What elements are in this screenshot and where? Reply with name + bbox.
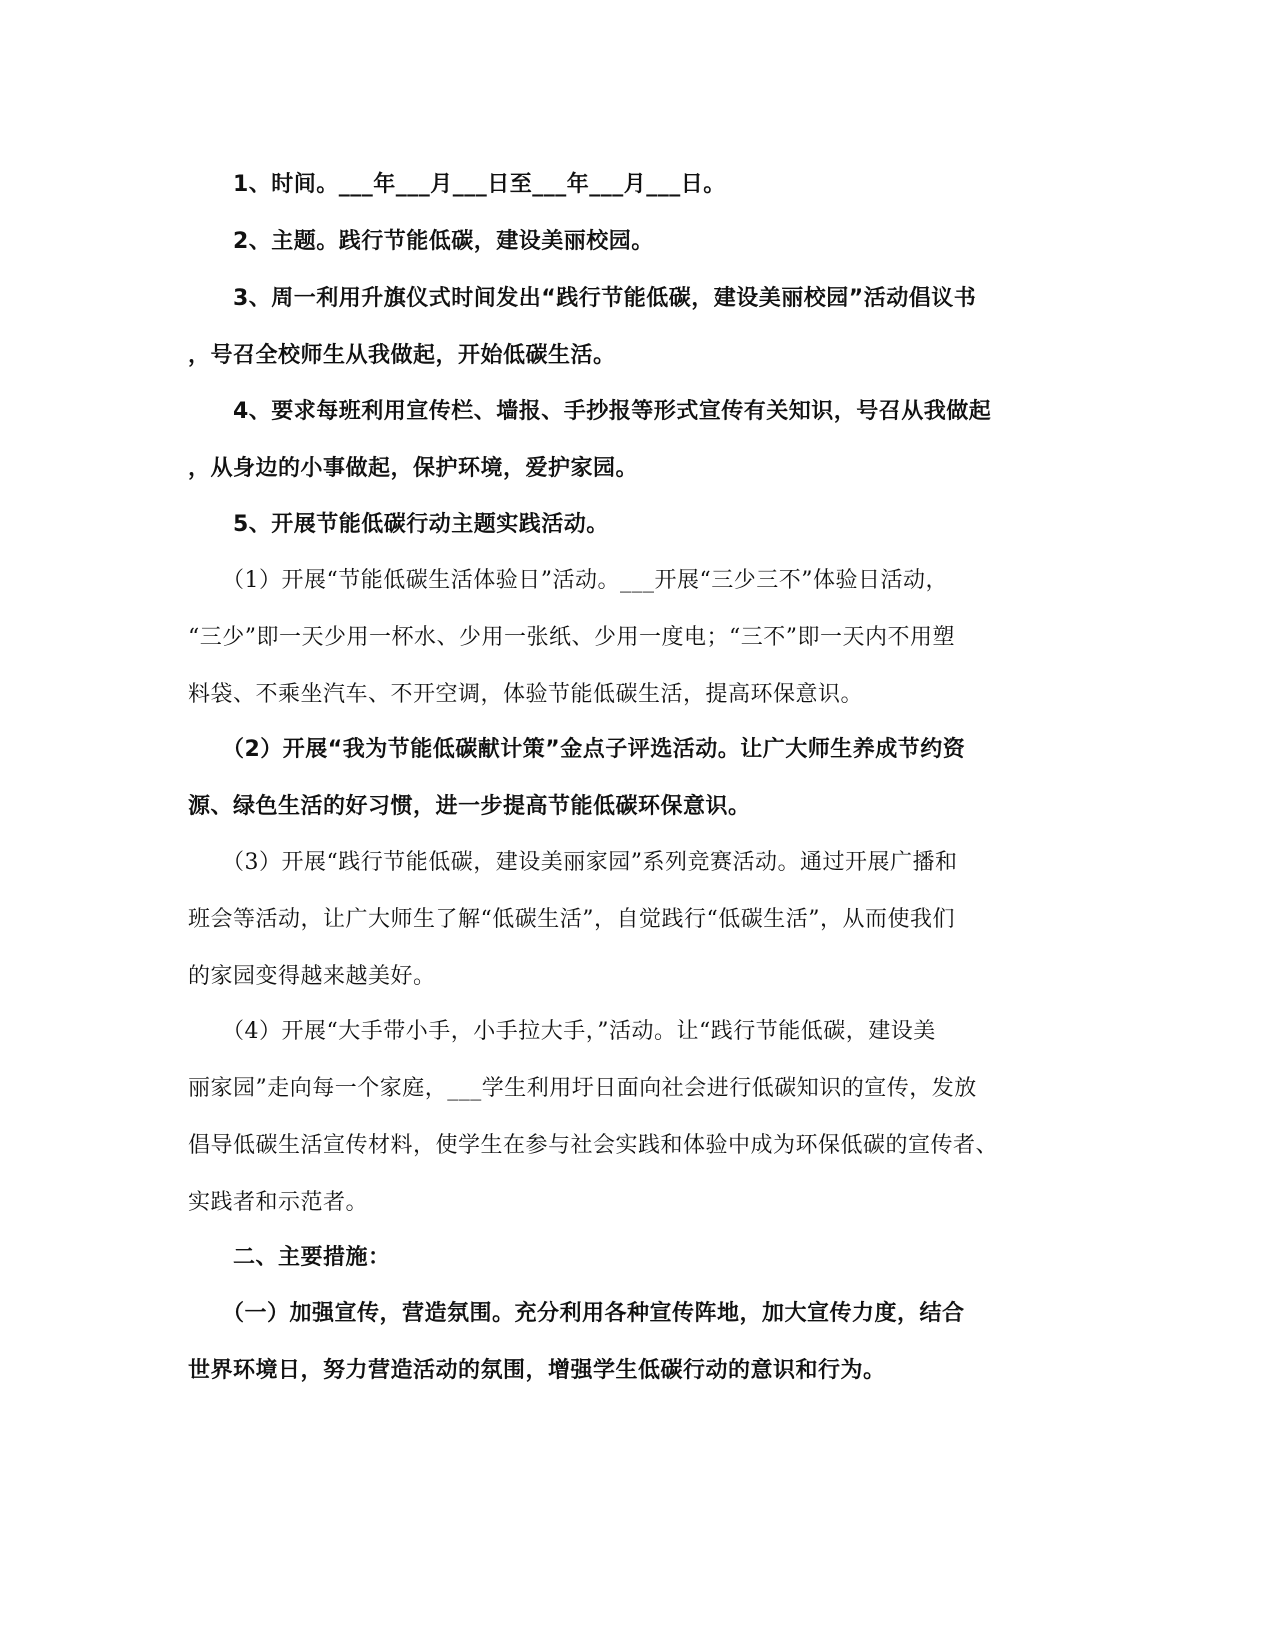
text-line: 二、主要措施： xyxy=(188,1245,391,1270)
text-line: （一）加强宣传，营造氛围。充分利用各种宣传阵地，加大宣传力度，结合 xyxy=(188,1301,965,1326)
paragraph-activity-3 xyxy=(188,834,1088,1005)
paragraph-practice-activities xyxy=(188,496,1088,553)
paragraph-measure-1 xyxy=(188,1285,1088,1399)
text-line: 1、时间。___年___月___日至___年___月___日。 xyxy=(188,172,726,197)
text-line: 3、周一利用升旗仪式时间发出“践行节能低碳，建设美丽校园”活动倡议书 xyxy=(188,286,977,311)
text-line: “三少”即一天少用一杯水、少用一张纸、少用一度电；“三不”即一天内不用塑 xyxy=(188,625,955,650)
text-line: （1）开展“节能低碳生活体验日”活动。___开展“三少三不”体验日活动， xyxy=(188,568,948,593)
paragraph-theme xyxy=(188,213,1088,270)
text-line: 世界环境日，努力营造活动的氛围，增强学生低碳行动的意识和行为。 xyxy=(188,1358,886,1383)
text-line: ，号召全校师生从我做起，开始低碳生活。 xyxy=(188,343,616,368)
paragraph-publicity-requirement xyxy=(188,383,1088,497)
text-line: 的家园变得越来越美好。 xyxy=(188,964,436,989)
text-line: 料袋、不乘坐汽车、不开空调，体验节能低碳生活，提高环保意识。 xyxy=(188,682,864,707)
text-line: （4）开展“大手带小手，小手拉大手，”活动。让“践行节能低碳，建设美 xyxy=(188,1019,936,1044)
paragraph-activity-1 xyxy=(188,552,1088,723)
paragraph-proposal xyxy=(188,270,1088,384)
text-line: 2、主题。践行节能低碳，建设美丽校园。 xyxy=(188,229,654,254)
text-line: 班会等活动，让广大师生了解“低碳生活”，自觉践行“低碳生活”，从而使我们 xyxy=(188,907,955,932)
text-line: 倡导低碳生活宣传材料，使学生在参与社会实践和体验中成为环保低碳的宣传者、 xyxy=(188,1133,999,1158)
text-line: ，从身边的小事做起，保护环境，爱护家园。 xyxy=(188,456,639,481)
text-line: 源、绿色生活的好习惯，进一步提高节能低碳环保意识。 xyxy=(188,794,751,819)
paragraph-activity-2 xyxy=(188,721,1088,835)
text-line: 实践者和示范者。 xyxy=(188,1190,369,1215)
text-line: 丽家园”走向每一个家庭，___学生利用圩日面向社会进行低碳知识的宣传，发放 xyxy=(188,1076,977,1101)
text-line: 4、要求每班利用宣传栏、墙报、手抄报等形式宣传有关知识，号召从我做起 xyxy=(188,399,992,424)
paragraph-time xyxy=(188,156,1088,213)
text-line: （3）开展“践行节能低碳，建设美丽家园”系列竞赛活动。通过开展广播和 xyxy=(188,850,958,875)
text-line: 5、开展节能低碳行动主题实践活动。 xyxy=(188,512,609,537)
section-heading-main-measures xyxy=(188,1229,1088,1286)
text-line: （2）开展“我为节能低碳献计策”金点子评选活动。让广大师生养成节约资 xyxy=(188,737,966,762)
paragraph-activity-4 xyxy=(188,1003,1088,1231)
